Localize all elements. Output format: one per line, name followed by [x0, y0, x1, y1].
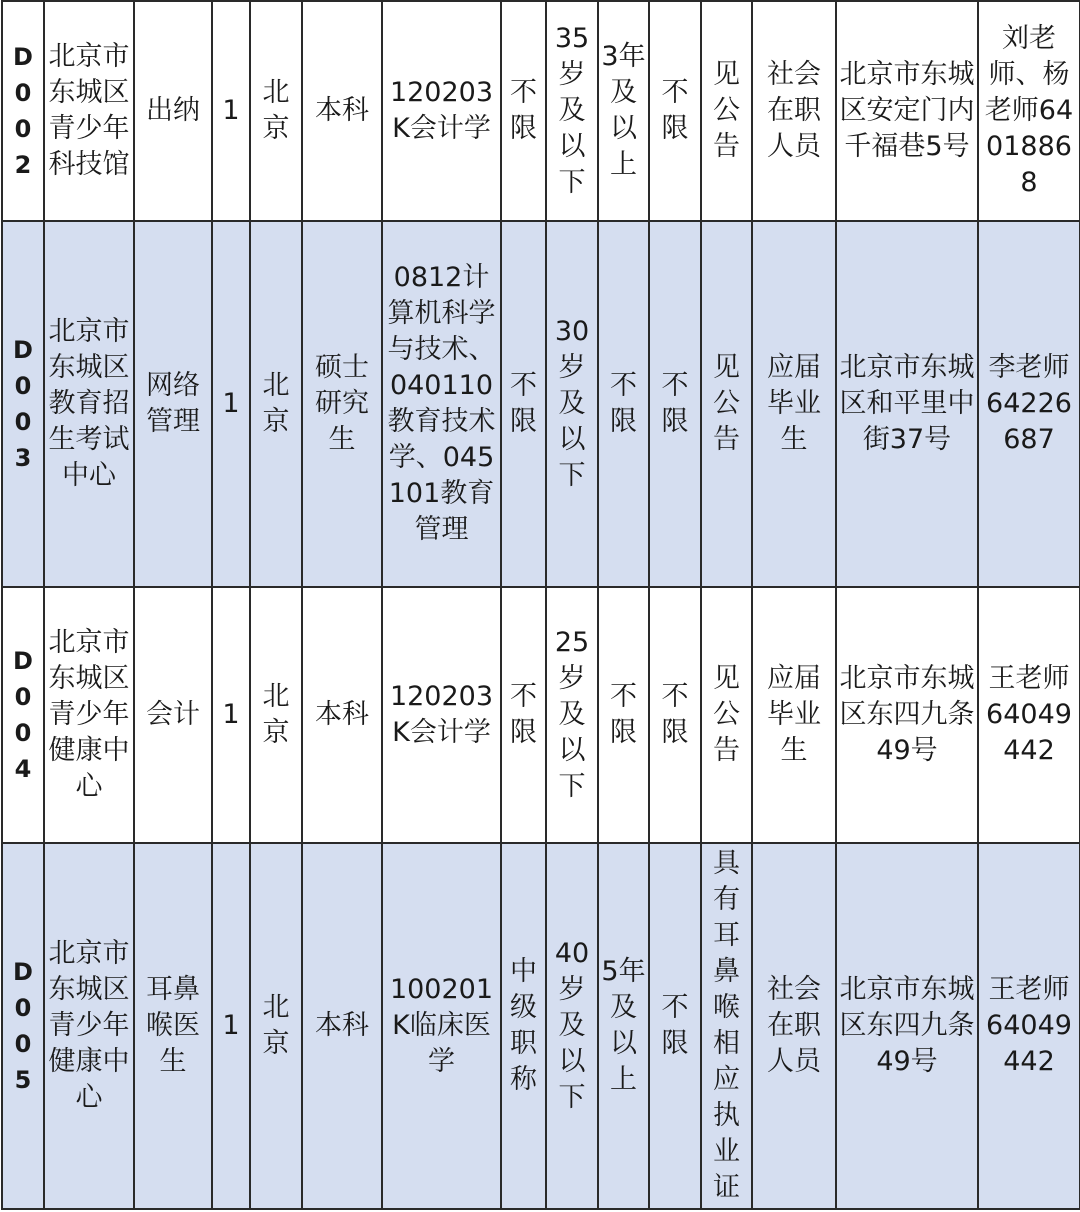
major-cell: 120203K会计学 [382, 1, 501, 221]
experience-cell: 不限 [598, 587, 649, 843]
source-cell: 社会在职人员 [752, 843, 836, 1209]
table-row [2, 587, 1080, 843]
position-code-cell: D 0 0 3 [2, 221, 44, 587]
hukou-cell: 北京 [250, 843, 302, 1209]
source-cell: 应届毕业生 [752, 221, 836, 587]
contact-cell: 王老师64049442 [978, 843, 1080, 1209]
count-cell: 1 [212, 1, 250, 221]
count-cell: 1 [212, 843, 250, 1209]
title-cell: 不限 [501, 221, 546, 587]
experience-cell: 5年及以上 [598, 843, 649, 1209]
contact-cell: 刘老师、杨老师64018868 [978, 1, 1080, 221]
contact-cell: 李老师64226687 [978, 221, 1080, 587]
unlimited-cell: 不限 [649, 587, 701, 843]
requirements-cell: 具有耳鼻喉相应执业证 [701, 843, 752, 1209]
education-cell: 本科 [302, 1, 382, 221]
source-cell: 社会在职人员 [752, 1, 836, 221]
unit-cell: 北京市东城区青少年健康中心 [44, 843, 134, 1209]
count-cell: 1 [212, 587, 250, 843]
address-cell: 北京市东城区和平里中街37号 [836, 221, 978, 587]
position-cell: 会计 [134, 587, 212, 843]
education-cell: 本科 [302, 587, 382, 843]
hukou-cell: 北京 [250, 587, 302, 843]
requirements-cell: 见公告 [701, 221, 752, 587]
requirements-cell: 见公告 [701, 587, 752, 843]
unit-cell: 北京市东城区青少年健康中心 [44, 587, 134, 843]
unlimited-cell: 不限 [649, 1, 701, 221]
title-cell: 不限 [501, 587, 546, 843]
age-cell: 40岁及以下 [546, 843, 598, 1209]
position-code-cell: D 0 0 2 [2, 1, 44, 221]
title-cell: 中级职称 [501, 843, 546, 1209]
table-row [2, 221, 1080, 587]
experience-cell: 不限 [598, 221, 649, 587]
recruitment-table [1, 0, 1080, 1210]
major-cell: 120203K会计学 [382, 587, 501, 843]
position-code-cell: D 0 0 4 [2, 587, 44, 843]
address-cell: 北京市东城区东四九条49号 [836, 587, 978, 843]
requirements-cell: 见公告 [701, 1, 752, 221]
unlimited-cell: 不限 [649, 843, 701, 1209]
experience-cell: 3年及以上 [598, 1, 649, 221]
address-cell: 北京市东城区安定门内千福巷5号 [836, 1, 978, 221]
position-code-cell: D 0 0 5 [2, 843, 44, 1209]
unit-cell: 北京市东城区青少年科技馆 [44, 1, 134, 221]
major-cell: 100201K临床医学 [382, 843, 501, 1209]
unit-cell: 北京市东城区教育招生考试中心 [44, 221, 134, 587]
unlimited-cell: 不限 [649, 221, 701, 587]
title-cell: 不限 [501, 1, 546, 221]
position-cell: 出纳 [134, 1, 212, 221]
position-cell: 耳鼻喉医生 [134, 843, 212, 1209]
contact-cell: 王老师64049442 [978, 587, 1080, 843]
table-row [2, 1, 1080, 221]
age-cell: 25岁及以下 [546, 587, 598, 843]
major-cell: 0812计算机科学与技术、040110教育技术学、045101教育管理 [382, 221, 501, 587]
source-cell: 应届毕业生 [752, 587, 836, 843]
age-cell: 30岁及以下 [546, 221, 598, 587]
position-cell: 网络管理 [134, 221, 212, 587]
age-cell: 35岁及以下 [546, 1, 598, 221]
address-cell: 北京市东城区东四九条49号 [836, 843, 978, 1209]
hukou-cell: 北京 [250, 221, 302, 587]
count-cell: 1 [212, 221, 250, 587]
hukou-cell: 北京 [250, 1, 302, 221]
education-cell: 本科 [302, 843, 382, 1209]
education-cell: 硕士研究生 [302, 221, 382, 587]
table-row [2, 843, 1080, 1209]
